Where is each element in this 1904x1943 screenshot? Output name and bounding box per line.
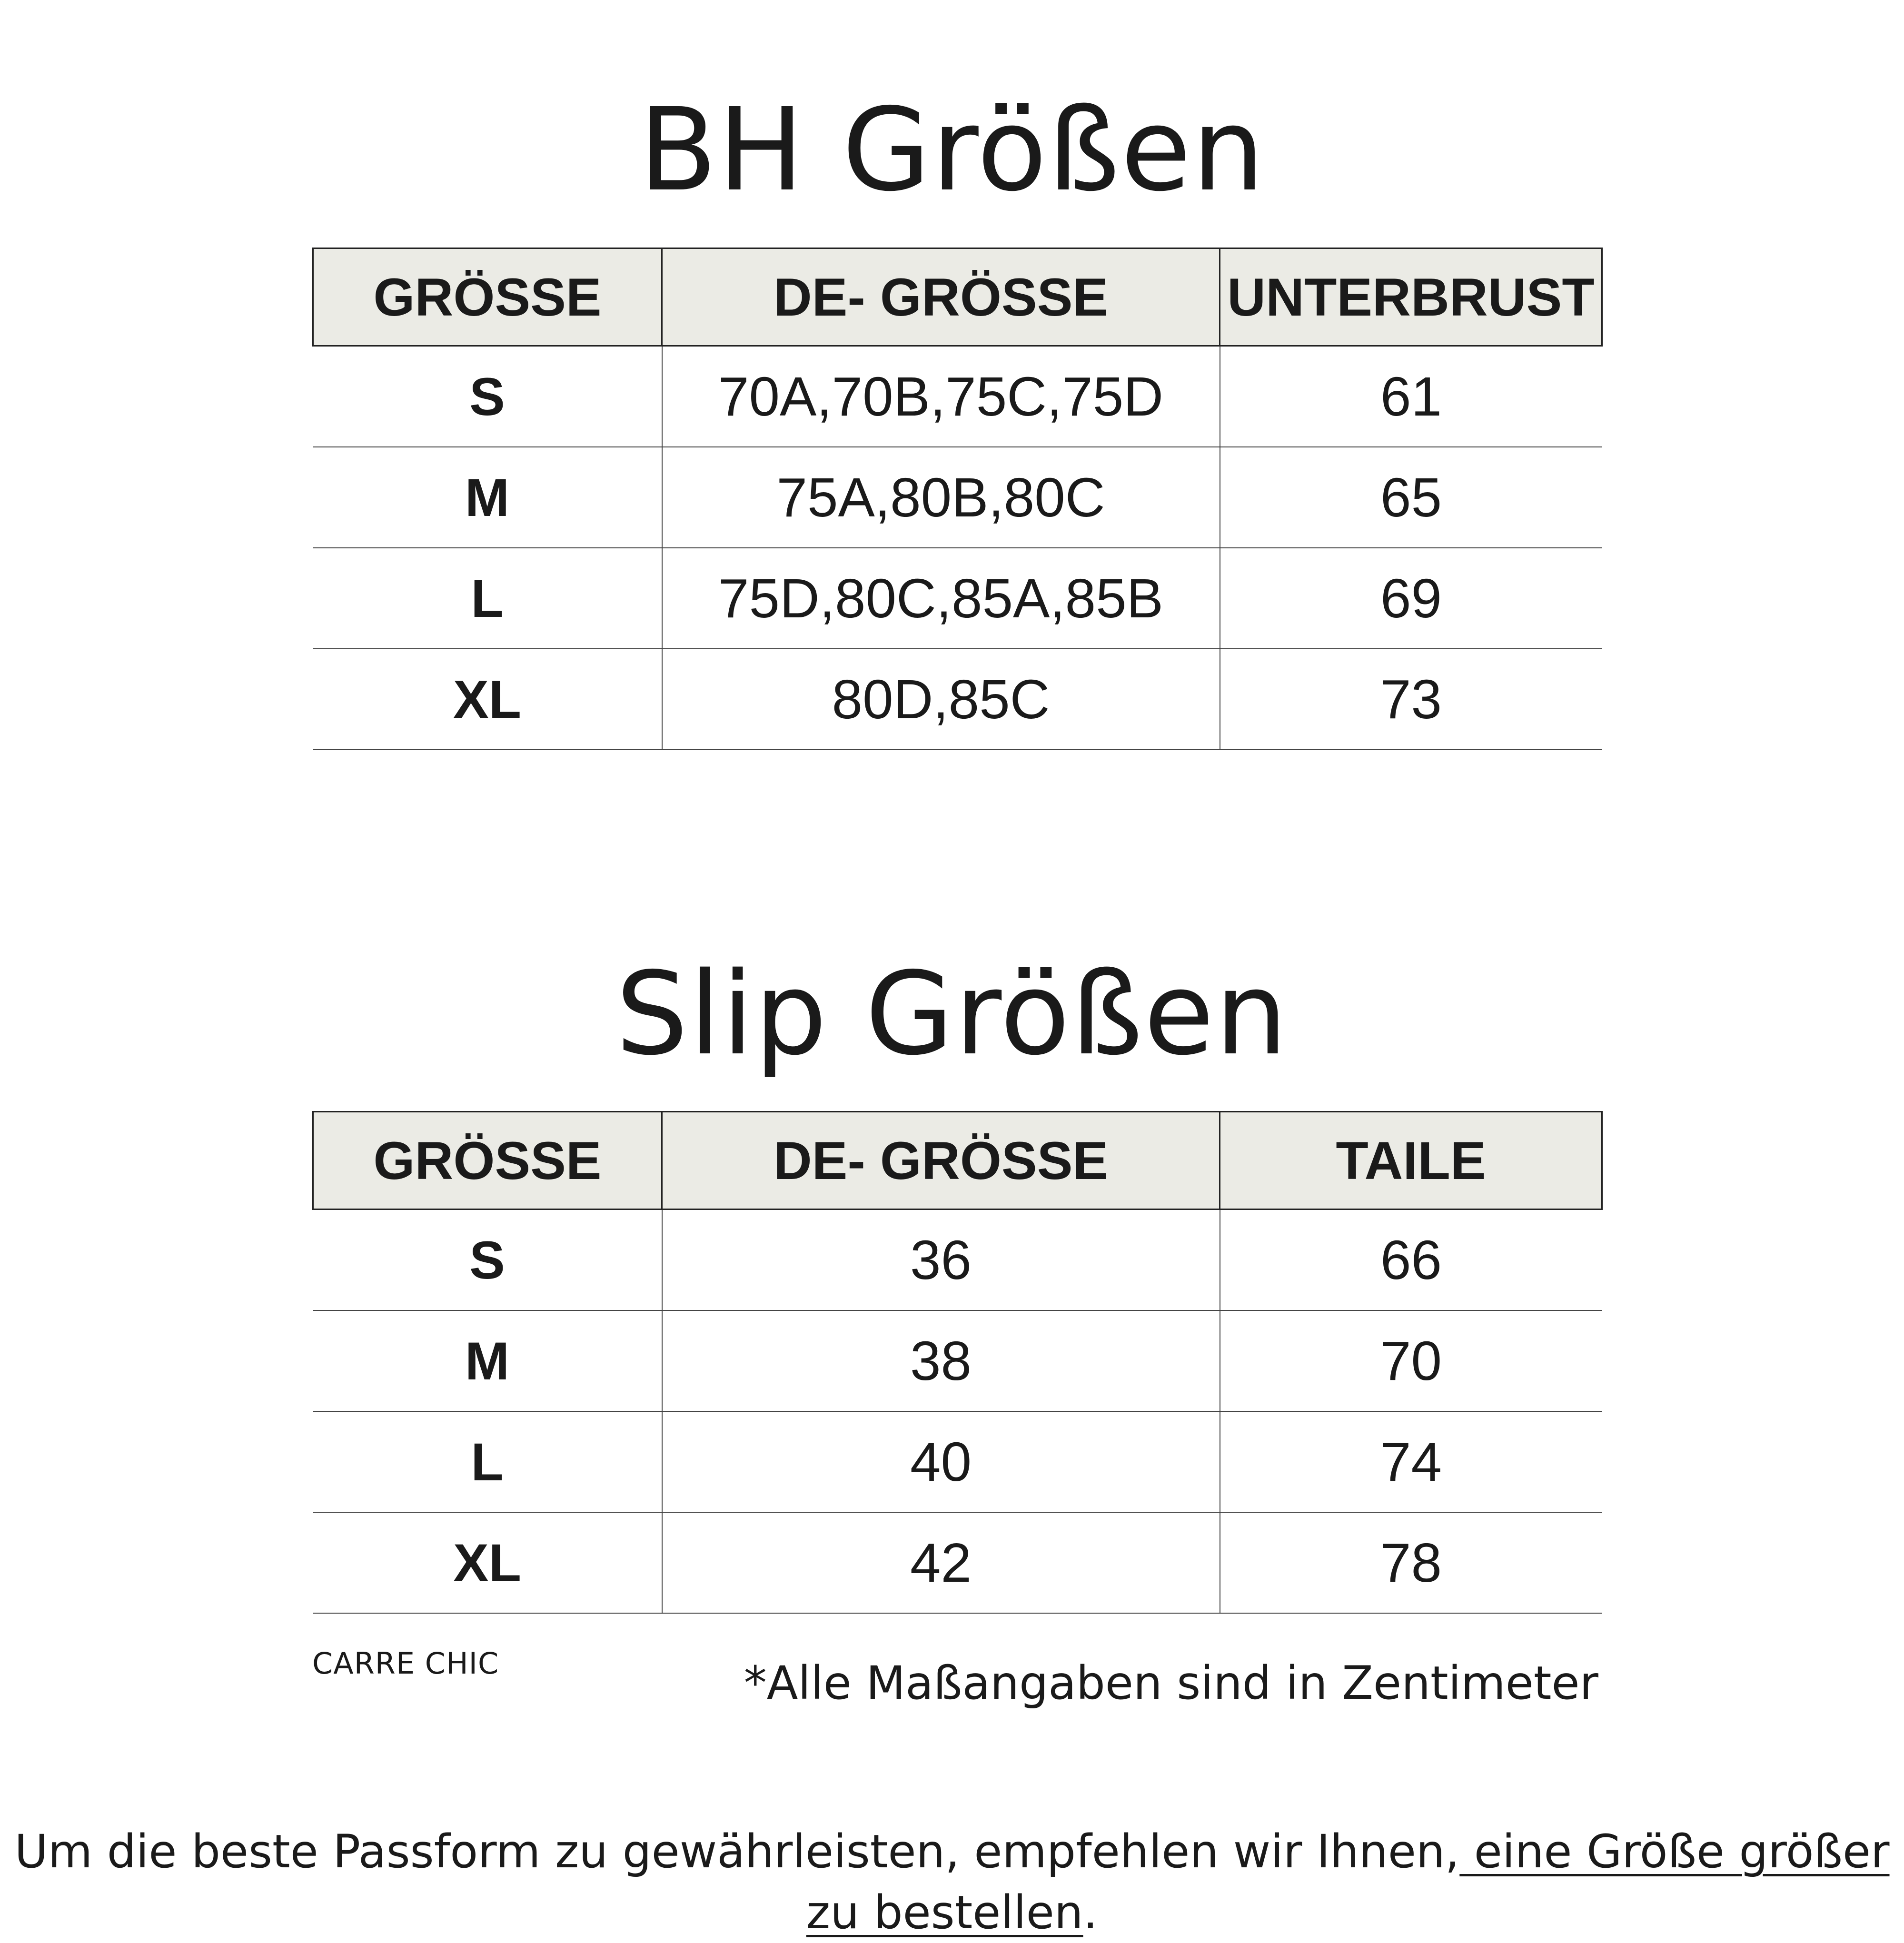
table-row	[313, 1209, 1602, 1311]
fit-recommendation-text: Um die beste Passform zu gewährleisten, empfehlen wir Ihnen,	[14, 1825, 1460, 1878]
table-row	[313, 649, 1602, 750]
underbust-cell: 61	[1220, 346, 1602, 447]
column-header-underbust: UNTERBRUST	[1220, 248, 1602, 346]
waist-cell: 74	[1220, 1411, 1602, 1512]
waist-cell: 78	[1220, 1512, 1602, 1613]
underbust-cell: 73	[1220, 649, 1602, 750]
size-cell: M	[313, 1310, 662, 1411]
fit-recommendation-emphasis: eine Größe größer zu bestellen	[806, 1825, 1890, 1939]
size-cell: S	[313, 1209, 662, 1311]
de-size-cell: 75A,80B,80C	[662, 447, 1220, 548]
underbust-cell: 65	[1220, 447, 1602, 548]
column-header-size: GRÖSSE	[313, 1112, 662, 1209]
column-header-waist: TAILE	[1220, 1112, 1602, 1209]
slip-size-table	[312, 1111, 1603, 1614]
waist-cell: 70	[1220, 1310, 1602, 1411]
de-size-cell: 75D,80C,85A,85B	[662, 548, 1220, 649]
table-header-row	[313, 1112, 1602, 1209]
column-header-de-size: DE- GRÖSSE	[662, 1112, 1220, 1209]
slip-size-title: Slip Größen	[615, 947, 1289, 1081]
table-row	[313, 447, 1602, 548]
bh-size-table	[312, 248, 1603, 750]
fit-recommendation-end: .	[1083, 1886, 1098, 1939]
table-row	[313, 1411, 1602, 1512]
de-size-cell: 40	[662, 1411, 1220, 1512]
size-cell: XL	[313, 1512, 662, 1613]
table-row	[313, 1310, 1602, 1411]
de-size-cell: 80D,85C	[662, 649, 1220, 750]
brand-name: CARRE CHIC	[312, 1646, 499, 1681]
size-cell: M	[313, 447, 662, 548]
size-cell: S	[313, 346, 662, 447]
bh-size-title: BH Größen	[638, 83, 1266, 217]
table-header-row	[313, 248, 1602, 346]
de-size-cell: 70A,70B,75C,75D	[662, 346, 1220, 447]
waist-cell: 66	[1220, 1209, 1602, 1311]
size-cell: L	[313, 1411, 662, 1512]
table-row	[313, 548, 1602, 649]
de-size-cell: 36	[662, 1209, 1220, 1311]
de-size-cell: 42	[662, 1512, 1220, 1613]
fit-recommendation	[0, 1821, 1904, 1943]
column-header-size: GRÖSSE	[313, 248, 662, 346]
size-cell: XL	[313, 649, 662, 750]
de-size-cell: 38	[662, 1310, 1220, 1411]
underbust-cell: 69	[1220, 548, 1602, 649]
table-row	[313, 346, 1602, 447]
unit-note: *Alle Maßangaben sind in Zentimeter	[744, 1656, 1598, 1710]
size-cell: L	[313, 548, 662, 649]
table-row	[313, 1512, 1602, 1613]
column-header-de-size: DE- GRÖSSE	[662, 248, 1220, 346]
